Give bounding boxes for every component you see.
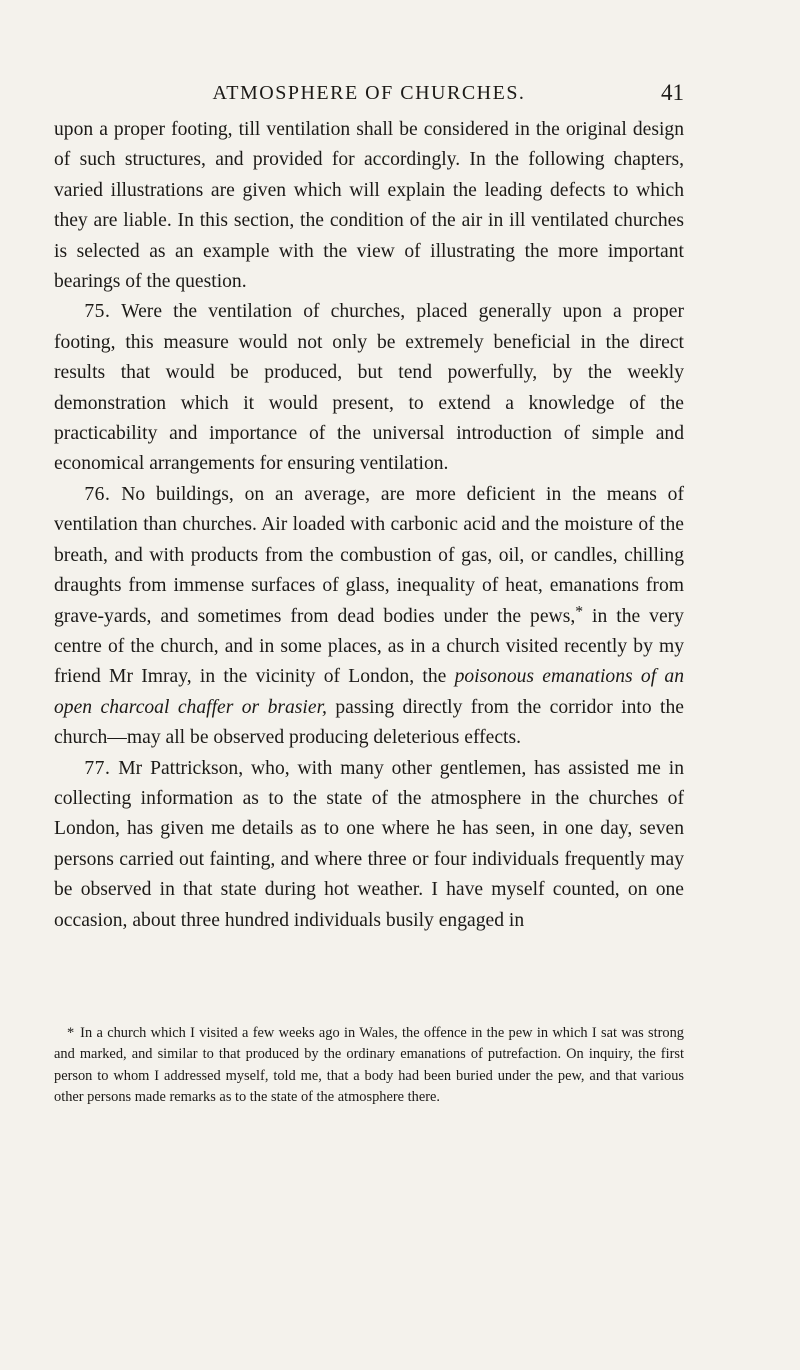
paragraph-continued bbox=[54, 115, 684, 297]
paragraph-text: upon a proper footing, till ventilation shall be considered in the original design of such structures, and provided for accordingly. In the following chapters, varied illustrations are given which will explain the leading defects to which they are liable. In this section, the condition of the air in ill ventilated churches is selected as an example with the view of illustrating the more important bearings of the question. bbox=[54, 119, 684, 293]
running-header bbox=[54, 80, 684, 110]
paragraph-number: 75. bbox=[84, 301, 111, 323]
footnote-reference: * bbox=[575, 603, 584, 621]
paragraph-75 bbox=[54, 297, 684, 479]
paragraph-76 bbox=[54, 480, 684, 754]
paragraph-text: passing directly from the corridor into the church—may all be observed producing deleterious effects. bbox=[54, 696, 684, 749]
italic-phrase: poisonous emanations of an open charcoal chaffer or brasier, bbox=[54, 666, 684, 718]
footnote bbox=[54, 1023, 684, 1109]
paragraph-number: 77. bbox=[84, 757, 111, 779]
paragraph-text: Mr Pattrickson, who, with many other gentlemen, has assisted me in collecting information as to the state of the atmosphere in the churches of London, has given me details as to one where he has seen, in one day, seven persons carried out fainting, and where three or four individuals frequently may be observed in that state during hot weather. I have myself counted, on one occasion, about three hundred individuals busily engaged in bbox=[54, 757, 684, 931]
paragraph-text: No buildings, on an average, are more deficient in the means of ventilation than churches. Air loaded with carbonic acid and the moisture of the breath, and with products from the combustion of gas, oil, or candles, chilling draughts from immense surfaces of glass, inequality of heat, emanations from grave-yards, and sometimes from dead bodies under the pews, bbox=[54, 483, 684, 627]
page-number: 41 bbox=[661, 80, 684, 105]
body-text bbox=[54, 115, 684, 936]
footnote-text: In a church which I visited a few weeks ago in Wales, the offence in the pew in which I sat was strong and marked, and similar to that produced by the ordinary emanations of putrefaction. On inquiry, the first person to whom I addressed myself, told me, that a body had been buried under the pew, and that various other persons made remarks as to the state of the atmosphere there. bbox=[54, 1025, 684, 1106]
paragraph-text: in the very centre of the church, and in some places, as in a church visited recently by my friend Mr Imray, in the vicinity of London, the bbox=[54, 605, 684, 688]
running-title: ATMOSPHERE OF CHURCHES. bbox=[212, 82, 526, 104]
footnote-mark: * bbox=[66, 1025, 75, 1041]
paragraph-text: Were the ventilation of churches, placed generally upon a proper footing, this measure would not only be extremely beneficial in the direct results that would be produced, but tend powerfully, by the weekly demonstration which it would present, to extend a knowledge of the practicability and importance of the universal introduction of simple and economical arrangements for ensuring ventilation. bbox=[54, 301, 684, 475]
paragraph-number: 76. bbox=[84, 483, 111, 505]
paragraph-77 bbox=[54, 754, 684, 936]
